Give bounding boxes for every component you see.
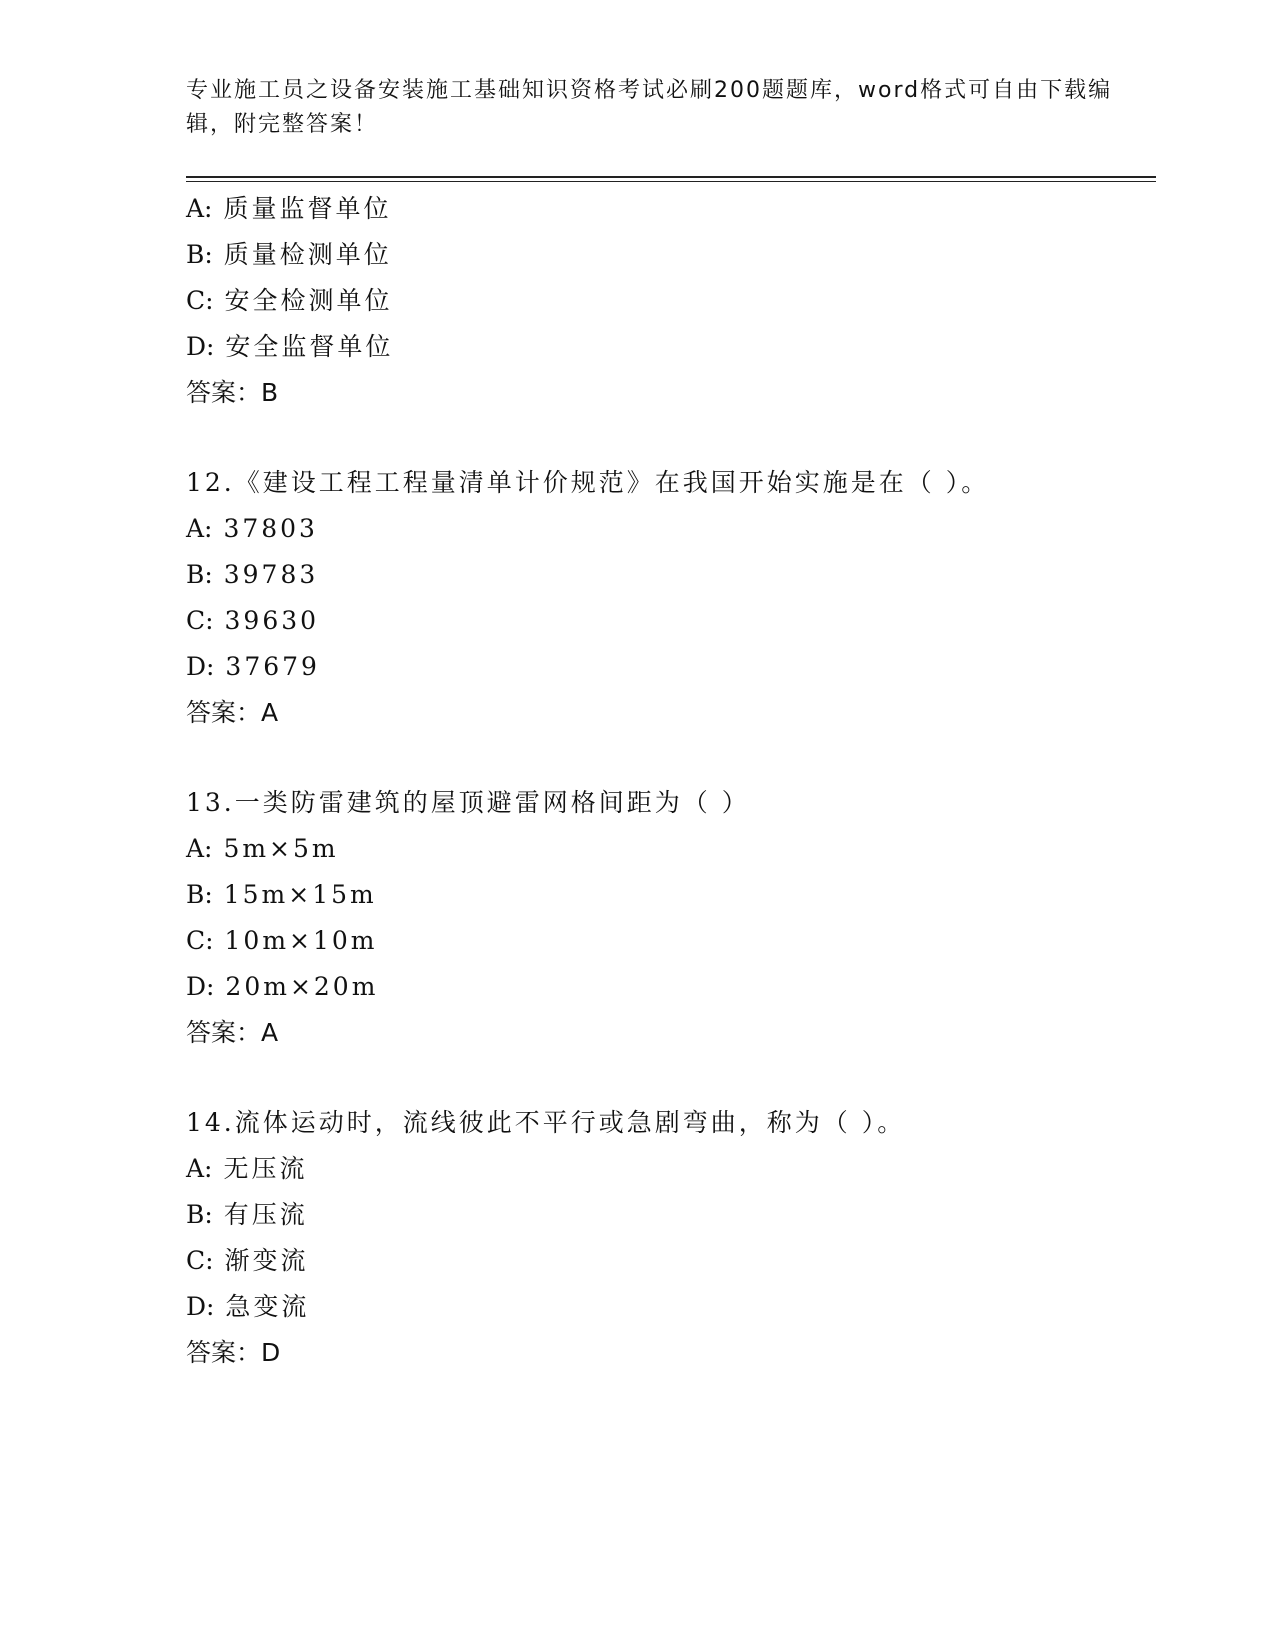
option-b: B: 质量检测单位 bbox=[186, 240, 392, 269]
option-d: D: 20m×20m bbox=[186, 972, 379, 1001]
option-a: A: 无压流 bbox=[186, 1154, 308, 1183]
question-stem: 12.《建设工程工程量清单计价规范》在我国开始实施是在（ ）。 bbox=[186, 468, 990, 497]
option-d: D: 急变流 bbox=[186, 1292, 310, 1321]
answer-line: 答案：A bbox=[186, 698, 279, 727]
option-a: A: 37803 bbox=[186, 514, 318, 543]
option-c: C: 渐变流 bbox=[186, 1246, 309, 1275]
option-c: C: 安全检测单位 bbox=[186, 286, 393, 315]
option-b: B: 39783 bbox=[186, 560, 319, 589]
question-12 bbox=[186, 460, 1156, 736]
answer-line: 答案：D bbox=[186, 1338, 281, 1367]
continued-question bbox=[186, 186, 1156, 416]
question-stem: 13.一类防雷建筑的屋顶避雷网格间距为（ ） bbox=[186, 788, 750, 817]
question-14 bbox=[186, 1100, 1156, 1376]
question-13 bbox=[186, 780, 1156, 1056]
option-b: B: 15m×15m bbox=[186, 880, 377, 909]
option-d: D: 37679 bbox=[186, 652, 320, 681]
option-d: D: 安全监督单位 bbox=[186, 332, 394, 361]
answer-line: 答案：A bbox=[186, 1018, 279, 1047]
option-a: A: 5m×5m bbox=[186, 834, 339, 863]
option-b: B: 有压流 bbox=[186, 1200, 308, 1229]
option-a: A: 质量监督单位 bbox=[186, 194, 392, 223]
document-header: 专业施工员之设备安装施工基础知识资格考试必刷200题题库，word格式可自由下载编辑，附完整答案！ bbox=[186, 78, 1113, 137]
document-page bbox=[186, 72, 1156, 1376]
option-c: C: 10m×10m bbox=[186, 926, 378, 955]
answer-line: 答案：B bbox=[186, 378, 279, 407]
question-stem: 14.流体运动时，流线彼此不平行或急剧弯曲，称为（ ）。 bbox=[186, 1108, 906, 1137]
option-c: C: 39630 bbox=[186, 606, 320, 635]
header-divider bbox=[186, 176, 1156, 182]
